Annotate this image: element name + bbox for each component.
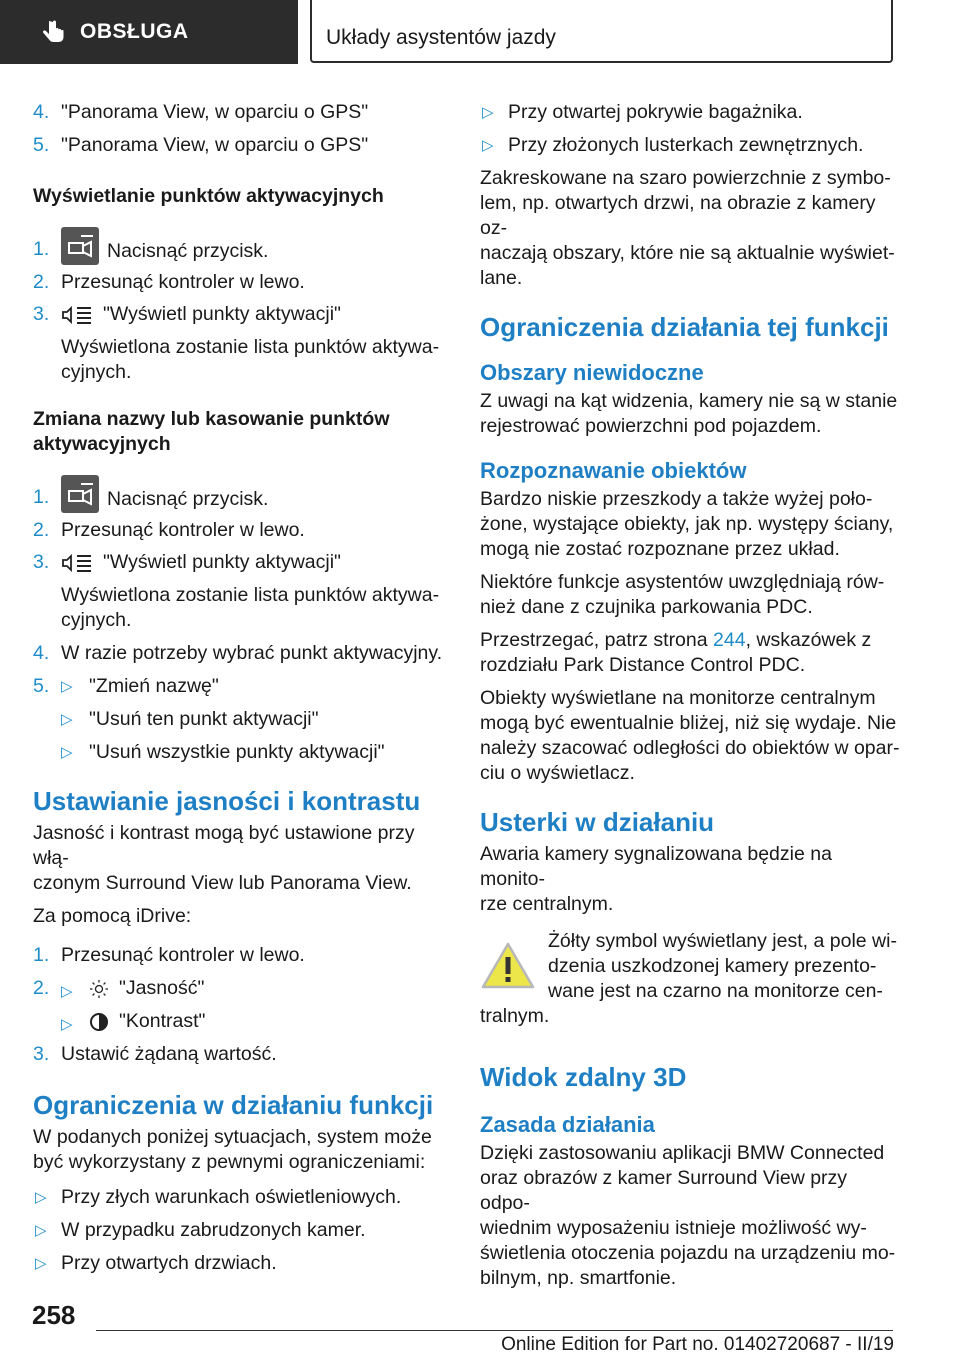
list-item bbox=[33, 479, 453, 515]
item-text: Przy otwartej pokrywie bagażnika. bbox=[508, 101, 803, 123]
item-text: "Panorama View, w oparciu o GPS" bbox=[61, 101, 369, 123]
option-text: "Usuń wszystkie punkty aktywacji" bbox=[89, 741, 385, 763]
paragraph-line: oraz obrazów z kamer Surround View przy odpo- bbox=[480, 1167, 848, 1214]
item-number: 1. bbox=[33, 486, 50, 508]
paragraph-line: wiednim wyposażeniu istnieje możliwość wy- bbox=[480, 1217, 867, 1239]
heading-object-detection: Rozpoznawanie obiektów bbox=[480, 458, 747, 483]
list-item bbox=[33, 641, 453, 666]
paragraph-line: Bardzo niskie przeszkody a także wyżej poło- bbox=[480, 488, 873, 510]
item-number: 1. bbox=[33, 944, 50, 966]
subheading-rename: Zmiana nazwy lub kasowanie punktów bbox=[33, 408, 390, 430]
list-item bbox=[33, 1251, 453, 1276]
list-item bbox=[33, 976, 453, 1001]
list-item bbox=[33, 674, 453, 699]
item-number: 2. bbox=[33, 271, 50, 293]
item-text: "Panorama View, w oparciu o GPS" bbox=[61, 134, 369, 156]
list-item bbox=[33, 518, 453, 543]
paragraph-line: mogą nie zostać rozpoznane przez układ. bbox=[480, 538, 840, 560]
list-item bbox=[33, 740, 453, 765]
bullet-triangle-icon: ▷ bbox=[35, 1222, 47, 1239]
item-text: "Wyświetl punkty aktywacji" bbox=[103, 303, 341, 325]
paragraph-line: Awaria kamery sygnalizowana będzie na monito- bbox=[480, 843, 832, 890]
edition-note: Online Edition for Part no. 01402720687 - II/19 bbox=[501, 1334, 894, 1355]
item-content bbox=[33, 1009, 453, 1034]
hand-pointer-icon bbox=[38, 17, 68, 47]
paragraph-line: Żółty symbol wyświetlany jest, a pole wi- bbox=[548, 930, 897, 952]
paragraph-line: lane. bbox=[480, 267, 523, 289]
brightness-sun-icon bbox=[89, 979, 109, 999]
warning-block bbox=[480, 929, 900, 1029]
list-item bbox=[33, 270, 453, 295]
chapter-header bbox=[310, 0, 893, 63]
paragraph-line: W podanych poniżej sytuacjach, system może bbox=[33, 1126, 432, 1148]
paragraph-line: świetlenia otoczenia pojazdu na urządzeniu mo- bbox=[480, 1242, 896, 1264]
text-segment: Przestrzegać, patrz strona bbox=[480, 629, 714, 651]
item-number: 3. bbox=[33, 551, 50, 573]
heading-remote-3d: Widok zdalny 3D bbox=[480, 1062, 687, 1092]
paragraph-line: rejestrować powierzchni pod pojazdem. bbox=[480, 415, 822, 437]
footer-divider bbox=[96, 1330, 893, 1331]
item-text: W razie potrzeby wybrać punkt aktywacyjny. bbox=[61, 642, 443, 664]
item-text: Przy otwartych drzwiach. bbox=[61, 1252, 277, 1274]
list-item bbox=[480, 100, 900, 125]
list-item bbox=[33, 100, 453, 125]
step-note: Wyświetlona zostanie lista punktów aktywa- bbox=[61, 336, 440, 358]
item-number: 2. bbox=[33, 977, 50, 999]
section-label: OBSŁUGA bbox=[80, 20, 189, 43]
paragraph-line: nież dane z czujnika parkowania PDC. bbox=[480, 596, 813, 618]
paragraph bbox=[480, 166, 900, 291]
heading-brightness: Ustawianie jasności i kontrastu bbox=[33, 786, 421, 816]
heading-blind-spots: Obszary niewidoczne bbox=[480, 360, 704, 385]
item-text: Przy złożonych lusterkach zewnętrznych. bbox=[508, 134, 864, 156]
paragraph-line: ciu o wyświetlacz. bbox=[480, 762, 635, 784]
list-item bbox=[33, 231, 453, 267]
activation-points-icon bbox=[61, 553, 93, 573]
item-text: Przy złych warunkach oświetleniowych. bbox=[61, 1186, 402, 1208]
right-column bbox=[480, 100, 900, 1291]
step-note: cyjnych. bbox=[61, 609, 132, 631]
step-note: Wyświetlona zostanie lista punktów aktywa- bbox=[61, 584, 440, 606]
chapter-title: Układy asystentów jazdy bbox=[326, 26, 556, 49]
list-item bbox=[33, 302, 453, 327]
heading-malfunction: Usterki w działaniu bbox=[480, 807, 715, 837]
item-content bbox=[33, 550, 453, 575]
paragraph-line: Obiekty wyświetlane na monitorze centralnym bbox=[480, 687, 876, 709]
bullet-triangle-icon: ▷ bbox=[61, 744, 73, 761]
paragraph-line: Dzięki zastosowaniu aplikacji BMW Connected bbox=[480, 1142, 885, 1164]
item-text: "Wyświetl punkty aktywacji" bbox=[103, 551, 341, 573]
item-text: Ustawić żądaną wartość. bbox=[61, 1043, 277, 1065]
item-number: 5. bbox=[33, 675, 50, 697]
item-content bbox=[33, 302, 453, 327]
list-item bbox=[33, 1218, 453, 1243]
paragraph-line: wane jest na czarno na monitorze cen- bbox=[548, 980, 883, 1002]
item-text: Przesunąć kontroler w lewo. bbox=[61, 519, 305, 541]
paragraph-line: Jasność i kontrast mogą być ustawione przy włą- bbox=[33, 822, 415, 869]
left-column bbox=[33, 100, 453, 1276]
list-item bbox=[33, 1009, 453, 1034]
item-number: 3. bbox=[33, 303, 50, 325]
item-number: 1. bbox=[33, 238, 50, 260]
paragraph-line: Z uwagi na kąt widzenia, kamery nie są w stanie bbox=[480, 390, 898, 412]
paragraph-line: Za pomocą iDrive: bbox=[33, 905, 192, 927]
paragraph-line: czonym Surround View lub Panorama View. bbox=[33, 872, 412, 894]
paragraph-line: rozdziału Park Distance Control PDC. bbox=[480, 654, 806, 676]
heading-limitations: Ograniczenia w działaniu funkcji bbox=[33, 1090, 434, 1120]
heading-principle: Zasada działania bbox=[480, 1112, 655, 1137]
item-text: Przesunąć kontroler w lewo. bbox=[61, 271, 305, 293]
list-item bbox=[33, 1185, 453, 1210]
item-number: 2. bbox=[33, 519, 50, 541]
paragraph-line: należy szacować odległości do obiektów w opar- bbox=[480, 737, 900, 759]
paragraph-line: Zakreskowane na szaro powierzchnie z symbo- bbox=[480, 167, 891, 189]
section-tab bbox=[0, 0, 298, 64]
item-number: 4. bbox=[33, 101, 50, 123]
item-content bbox=[33, 231, 453, 269]
option-text: "Zmień nazwę" bbox=[89, 675, 219, 697]
paragraph-line: żone, wystające obiekty, jak np. występy ściany, bbox=[480, 513, 894, 535]
subheading-rename: aktywacyjnych bbox=[33, 433, 171, 455]
bullet-triangle-icon: ▷ bbox=[482, 137, 494, 154]
bullet-triangle-icon: ▷ bbox=[61, 711, 73, 728]
item-text: W przypadku zabrudzonych kamer. bbox=[61, 1219, 366, 1241]
activation-points-icon bbox=[61, 305, 93, 325]
paragraph-line: Niektóre funkcje asystentów uwzględniają rów- bbox=[480, 571, 885, 593]
paragraph-line bbox=[480, 628, 900, 653]
bullet-triangle-icon: ▷ bbox=[482, 104, 494, 121]
subheading-show-points: Wyświetlanie punktów aktywacyjnych bbox=[33, 185, 384, 207]
bullet-triangle-icon: ▷ bbox=[35, 1255, 47, 1272]
item-content bbox=[33, 479, 453, 517]
item-number: 5. bbox=[33, 134, 50, 156]
bullet-triangle-icon: ▷ bbox=[61, 1016, 73, 1033]
list-item bbox=[33, 133, 453, 158]
camera-button-icon bbox=[61, 227, 99, 265]
camera-button-icon bbox=[61, 475, 99, 513]
bullet-triangle-icon: ▷ bbox=[35, 1189, 47, 1206]
paragraph-line: być wykorzystany z pewnymi ograniczeniami: bbox=[33, 1151, 426, 1173]
step-note: cyjnych. bbox=[61, 361, 132, 383]
bullet-triangle-icon: ▷ bbox=[61, 983, 73, 1000]
paragraph-line: mogą być ewentualnie bliżej, niż się wydaje. Nie bbox=[480, 712, 897, 734]
list-item bbox=[33, 707, 453, 732]
paragraph-line: dzenia uszkodzonej kamery prezento- bbox=[548, 955, 877, 977]
item-number: 3. bbox=[33, 1043, 50, 1065]
option-text: "Jasność" bbox=[119, 977, 205, 999]
contrast-icon bbox=[89, 1012, 109, 1032]
option-text: "Kontrast" bbox=[119, 1010, 206, 1032]
page-reference-link[interactable]: 244 bbox=[713, 629, 746, 651]
paragraph-line: rze centralnym. bbox=[480, 893, 614, 915]
item-number: 4. bbox=[33, 642, 50, 664]
item-text: Nacisnąć przycisk. bbox=[107, 240, 269, 263]
item-text: Nacisnąć przycisk. bbox=[107, 488, 269, 511]
item-text: Przesunąć kontroler w lewo. bbox=[61, 944, 305, 966]
list-item bbox=[480, 133, 900, 158]
text-segment: , wskazówek z bbox=[745, 629, 872, 651]
bullet-triangle-icon: ▷ bbox=[61, 678, 73, 695]
paragraph-line: bilnym, np. smartfonie. bbox=[480, 1267, 677, 1289]
page-number: 258 bbox=[32, 1300, 76, 1330]
paragraph-line: tralnym. bbox=[480, 1005, 550, 1027]
list-item bbox=[33, 550, 453, 575]
list-item bbox=[33, 1042, 453, 1067]
option-text: "Usuń ten punkt aktywacji" bbox=[89, 708, 319, 730]
heading-function-limits: Ograniczenia działania tej funkcji bbox=[480, 312, 889, 342]
item-content bbox=[33, 976, 453, 1001]
paragraph-line: lem, np. otwartych drzwi, na obrazie z kamery oz- bbox=[480, 192, 876, 239]
paragraph-line: naczają obszary, które nie są aktualnie wyświet- bbox=[480, 242, 895, 264]
list-item bbox=[33, 943, 453, 968]
